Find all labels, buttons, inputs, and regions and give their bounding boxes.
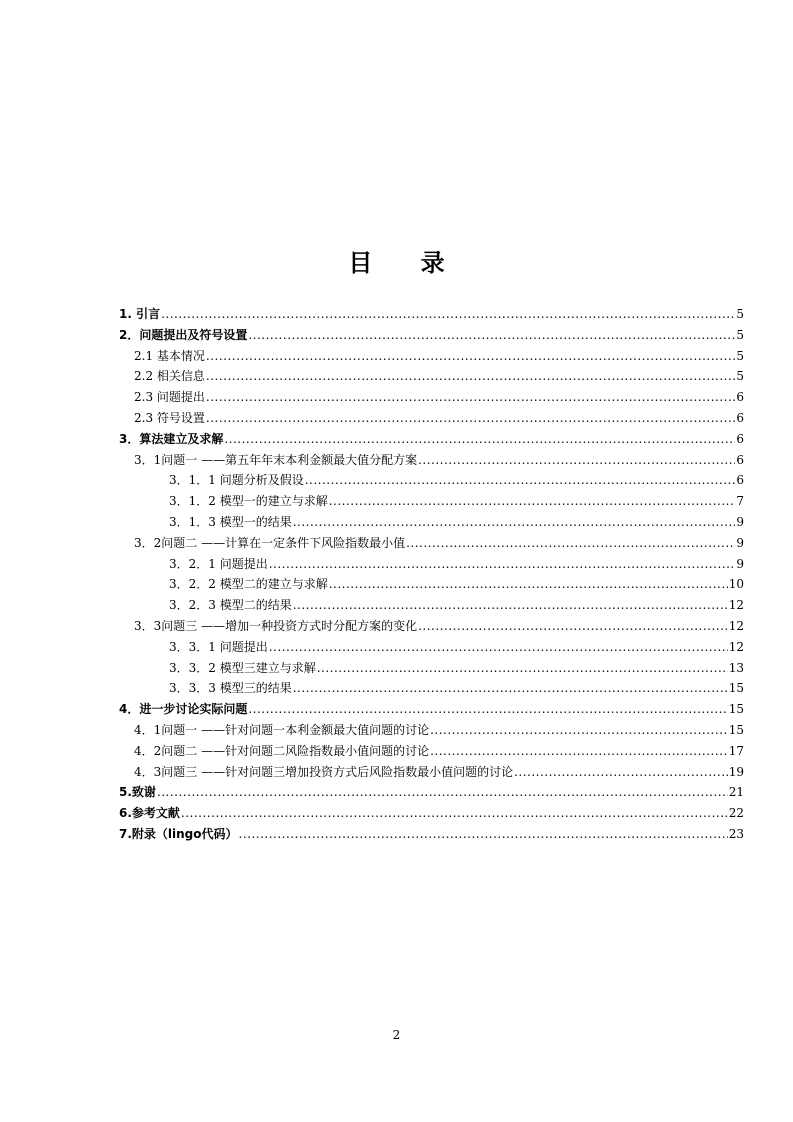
toc-entry[interactable]	[119, 470, 744, 491]
toc-dot-leader	[406, 533, 735, 554]
toc-dot-leader	[418, 616, 728, 637]
toc-entry[interactable]	[119, 803, 744, 824]
toc-entry[interactable]	[119, 658, 744, 679]
toc-dot-leader	[430, 720, 728, 741]
toc-entry-page: 15	[728, 681, 744, 696]
toc-dot-leader	[161, 304, 735, 325]
toc-entry[interactable]	[119, 366, 744, 387]
toc-entry[interactable]	[119, 408, 744, 429]
toc-entry-page: 22	[728, 806, 744, 821]
toc-entry-page: 6	[736, 452, 744, 467]
toc-entry-page: 13	[728, 660, 744, 675]
toc-dot-leader	[329, 574, 728, 595]
toc-entry-label: 7.附录（lingo代码）	[119, 826, 238, 841]
toc-dot-leader	[206, 366, 735, 387]
toc-entry-label: 3．3．1 问题提出	[169, 639, 268, 654]
toc-entry[interactable]	[119, 533, 744, 554]
toc-dot-leader	[317, 658, 728, 679]
toc-entry-label: 2.3 问题提出	[134, 390, 205, 405]
toc-entry-label: 4．3问题三 ——针对问题三增加投资方式后风险指数最小值问题的讨论	[134, 764, 514, 779]
toc-entry-label: 4．2问题二 ——针对问题二风险指数最小值问题的讨论	[134, 743, 430, 758]
page-number: 2	[392, 1028, 401, 1042]
toc-entry-page: 17	[728, 743, 744, 758]
toc-entry-label: 3．3．2 模型三建立与求解	[169, 660, 316, 675]
toc-entry-page: 5	[736, 348, 744, 363]
toc-entry-page: 6	[736, 473, 744, 488]
toc-dot-leader	[224, 429, 735, 450]
toc-dot-leader	[157, 782, 728, 803]
toc-entry-label: 3．算法建立及求解	[119, 431, 224, 446]
toc-entry[interactable]	[119, 554, 744, 575]
toc-entry[interactable]	[119, 304, 744, 325]
toc-dot-leader	[206, 346, 735, 367]
toc-dot-leader	[206, 387, 735, 408]
toc-dot-leader	[239, 824, 728, 845]
toc-entry-page: 15	[728, 702, 744, 717]
toc-entry[interactable]	[119, 782, 744, 803]
toc-entry-label: 3．1．1 问题分析及假设	[169, 473, 304, 488]
toc-dot-leader	[418, 450, 735, 471]
toc-entry-label: 2．问题提出及符号设置	[119, 327, 248, 342]
toc-entry-page: 5	[736, 307, 744, 321]
toc-entry-label: 4．1问题一 ——针对问题一本利金额最大值问题的讨论	[134, 722, 430, 737]
toc-entry-page: 15	[728, 722, 744, 737]
toc-dot-leader	[248, 325, 735, 346]
toc-dot-leader	[305, 470, 736, 491]
toc-dot-leader	[269, 554, 736, 575]
toc-entry-label: 3．3．3 模型三的结果	[169, 681, 292, 696]
toc-dot-leader	[269, 637, 728, 658]
toc-entry-page: 19	[728, 764, 744, 779]
toc-entry-page: 12	[728, 639, 744, 654]
toc-entry[interactable]	[119, 450, 744, 471]
toc-entry[interactable]	[119, 637, 744, 658]
toc-entry[interactable]	[119, 824, 744, 845]
toc-entry-page: 9	[736, 514, 744, 529]
toc-entry[interactable]	[119, 616, 744, 637]
toc-dot-leader	[181, 803, 728, 824]
toc-entry[interactable]	[119, 741, 744, 762]
toc-entry-label: 5.致谢	[119, 785, 156, 800]
toc-entry[interactable]	[119, 346, 744, 367]
toc-entry-page: 6	[736, 431, 744, 446]
toc-entry-page: 6	[736, 390, 744, 405]
toc-entry-page: 10	[728, 577, 744, 592]
toc-entry-page: 7	[736, 494, 744, 509]
toc-entry[interactable]	[119, 699, 744, 720]
toc-entry[interactable]	[119, 325, 744, 346]
toc-dot-leader	[514, 762, 728, 783]
toc-dot-leader	[248, 699, 727, 720]
toc-entry-label: 3．2．3 模型二的结果	[169, 598, 292, 613]
toc-entry-label: 3．3问题三 ——增加一种投资方式时分配方案的变化	[134, 618, 418, 633]
toc-entry-label: 3．1问题一 ——第五年年末本利金额最大值分配方案	[134, 452, 418, 467]
toc-entry-label: 3．2问题二 ——计算在一定条件下风险指数最小值	[134, 535, 406, 550]
toc-entry-label: 1. 引言	[119, 307, 161, 321]
toc-entry[interactable]	[119, 762, 744, 783]
toc-entry-page: 5	[736, 369, 744, 384]
toc-entry-page: 23	[728, 826, 744, 841]
toc-entry-label: 3．2．1 问题提出	[169, 556, 268, 571]
toc-entry-label: 2.3 符号设置	[134, 410, 205, 425]
toc-entry-label: 2.1 基本情况	[134, 348, 205, 363]
toc-entry-page: 5	[736, 327, 744, 342]
toc-entry-page: 9	[736, 556, 744, 571]
toc-entry[interactable]	[119, 429, 744, 450]
toc-dot-leader	[293, 595, 728, 616]
toc-entry-page: 21	[728, 785, 744, 800]
toc-entry[interactable]	[119, 512, 744, 533]
toc-entry[interactable]	[119, 574, 744, 595]
toc-entry[interactable]	[119, 720, 744, 741]
toc-entry-page: 12	[728, 598, 744, 613]
toc-entry-label: 6.参考文献	[119, 806, 180, 821]
toc-entry[interactable]	[119, 387, 744, 408]
page-title: 目 录	[348, 249, 465, 277]
table-of-contents	[119, 304, 744, 845]
toc-entry-label: 4．进一步讨论实际问题	[119, 702, 248, 717]
toc-entry-page: 12	[728, 618, 744, 633]
toc-entry[interactable]	[119, 595, 744, 616]
toc-entry-label: 3．1．2 模型一的建立与求解	[169, 494, 328, 509]
toc-dot-leader	[329, 491, 736, 512]
toc-entry[interactable]	[119, 491, 744, 512]
toc-entry-page: 6	[736, 410, 744, 425]
toc-dot-leader	[293, 678, 728, 699]
toc-dot-leader	[430, 741, 728, 762]
toc-dot-leader	[206, 408, 735, 429]
toc-entry-label: 3．2．2 模型二的建立与求解	[169, 577, 328, 592]
toc-entry[interactable]	[119, 678, 744, 699]
toc-entry-label: 2.2 相关信息	[134, 369, 205, 384]
toc-entry-label: 3．1．3 模型一的结果	[169, 514, 292, 529]
toc-dot-leader	[293, 512, 736, 533]
toc-entry-page: 9	[736, 535, 744, 550]
